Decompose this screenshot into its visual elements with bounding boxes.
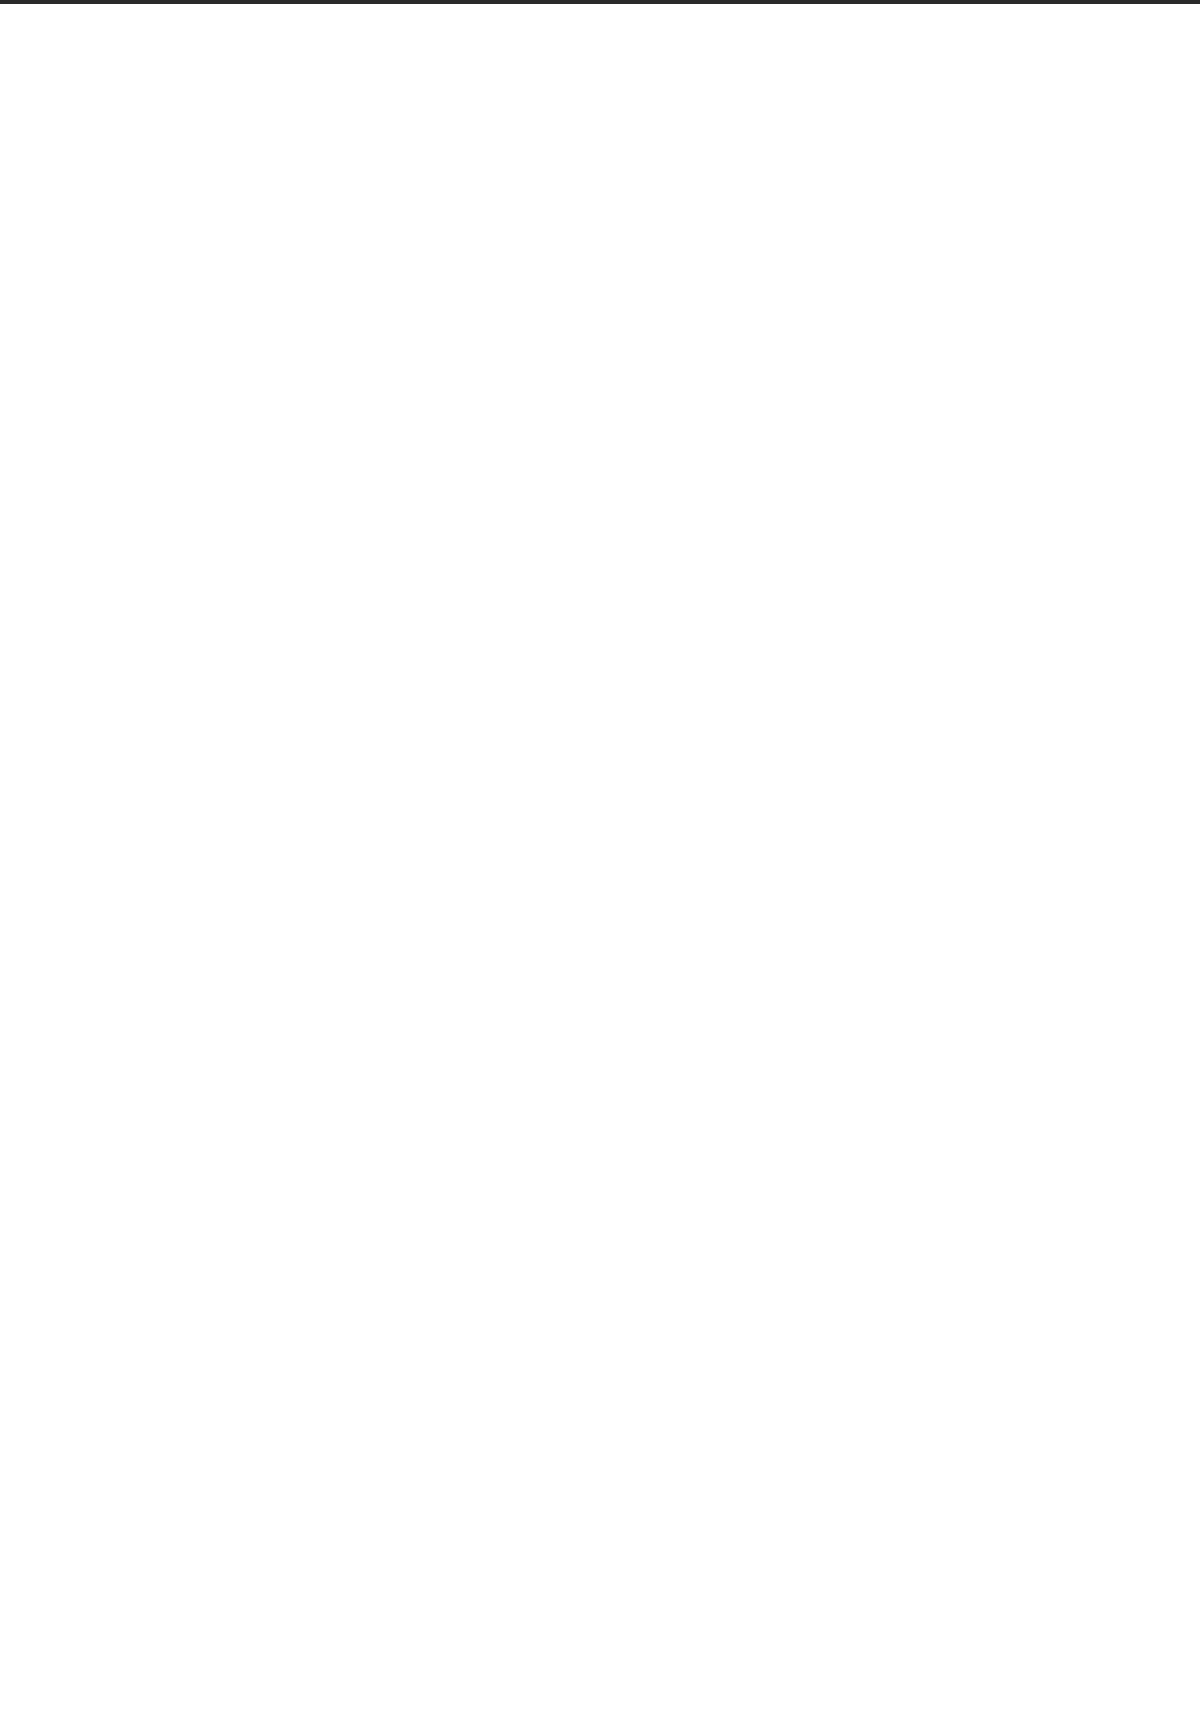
scan-top-edge	[0, 0, 1200, 4]
